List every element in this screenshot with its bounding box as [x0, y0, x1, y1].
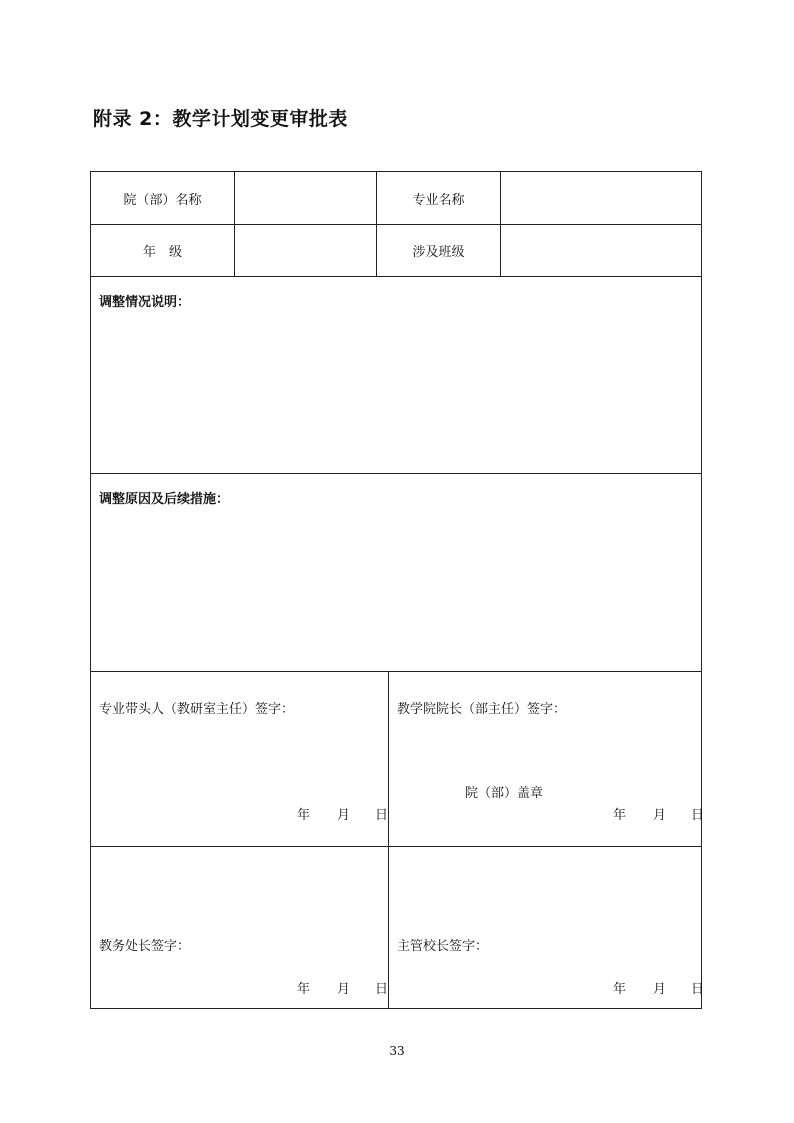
date-year: 年: [297, 982, 311, 997]
page-title: 附录 2：教学计划变更审批表: [93, 108, 348, 130]
date-line: [613, 978, 704, 997]
grade-label: 年 级: [142, 245, 182, 260]
dept-value[interactable]: [235, 172, 376, 224]
date-month: 月: [653, 982, 667, 997]
adjust-desc-label: 调整情况说明：: [99, 295, 191, 310]
adjust-reason-label: 调整原因及后续措施：: [99, 492, 230, 507]
college-dean-signature-label: 教学院院长（部主任）签字：: [397, 702, 567, 717]
date-year: 年: [613, 808, 627, 823]
date-day: 日: [691, 982, 705, 997]
column-divider: [388, 671, 389, 1009]
date-line: [297, 978, 388, 997]
date-month: 月: [337, 808, 351, 823]
row-divider: [91, 276, 701, 277]
major-value[interactable]: [501, 172, 701, 224]
date-year: 年: [297, 808, 311, 823]
classes-label: 涉及班级: [412, 245, 465, 260]
approval-form: [90, 171, 705, 1009]
classes-value[interactable]: [501, 225, 701, 276]
major-leader-signature-label: 专业带头人（教研室主任）签字：: [99, 702, 295, 717]
date-line: [613, 804, 704, 823]
date-month: 月: [653, 808, 667, 823]
vice-president-signature-label: 主管校长签字：: [397, 939, 489, 954]
page-number: 33: [389, 1044, 405, 1058]
date-line: [297, 804, 388, 823]
date-day: 日: [375, 982, 389, 997]
row-divider: [91, 846, 701, 847]
date-year: 年: [613, 982, 627, 997]
date-day: 日: [375, 808, 389, 823]
row-divider: [91, 473, 701, 474]
date-day: 日: [691, 808, 705, 823]
grade-value[interactable]: [235, 225, 376, 276]
academic-affairs-signature-label: 教务处长签字：: [99, 939, 191, 954]
dept-label: 院（部）名称: [123, 192, 202, 208]
major-label: 专业名称: [412, 192, 465, 208]
college-seal-label: 院（部）盖章: [465, 786, 544, 801]
date-month: 月: [337, 982, 351, 997]
row-divider: [91, 671, 701, 672]
